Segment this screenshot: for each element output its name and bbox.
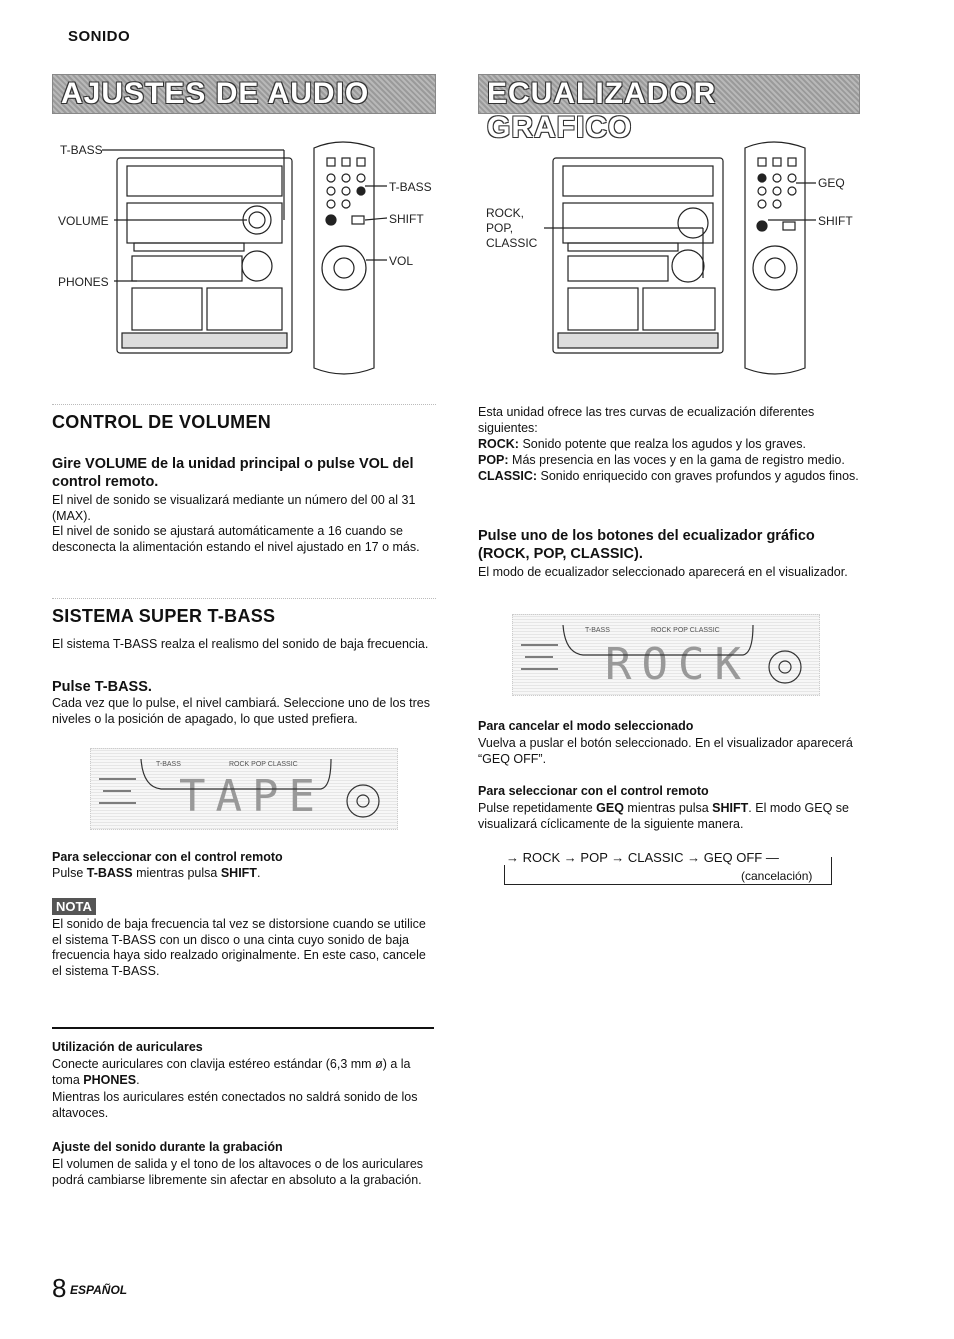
cycle-flow: → ROCK → POP → CLASSIC → GEQ OFF — xyxy=(506,850,779,865)
nota-text: El sonido de baja frecuencia tal vez se distorsione cuando se utilice el sistema T-BASS con un disco o una cinta cuyo sonido de baja frecuencia haya sido realzado originalmente. En este caso, cancele el sistema T-BASS. xyxy=(52,917,426,978)
recording-text: El volumen de salida y el tono de los altavoces o de los auriculares podrá cambiarse libremente sin afectar en absoluto a la grabación. xyxy=(52,1157,424,1187)
banner-eq: ECUALIZADOR GRAFICO xyxy=(478,74,860,114)
phones-text-1: Conecte auriculares con clavija estéreo estándar (6,3 mm ø) a la toma PHONES. xyxy=(52,1057,411,1087)
page-language: ESPAÑOL xyxy=(70,1283,128,1297)
cycle-geq-off: GEQ OFF xyxy=(703,850,763,865)
lcd-text: ROCK xyxy=(605,639,751,690)
page-number: 8 xyxy=(52,1273,67,1303)
cycle-classic: CLASSIC xyxy=(627,850,684,865)
tbass-heading: SISTEMA SUPER T-BASS xyxy=(52,606,276,626)
audio-controls-figure xyxy=(52,128,442,384)
lcd-tbass-indicator: T-BASS xyxy=(156,761,181,768)
cycle-rock: ROCK xyxy=(522,850,561,865)
label-volume: VOLUME xyxy=(58,214,109,228)
label-shift: SHIFT xyxy=(389,212,424,226)
label-vol: VOL xyxy=(389,254,414,268)
section-rule xyxy=(52,1027,434,1029)
recording-heading: Ajuste del sonido durante la grabación xyxy=(52,1140,283,1154)
banner-audio: AJUSTES DE AUDIO xyxy=(52,74,436,114)
lcd-decoration xyxy=(513,615,821,697)
lcd-tbass-indicator: T-BASS xyxy=(585,627,610,634)
volume-subheading: Gire VOLUME de la unidad principal o pulse VOL del control remoto. xyxy=(52,456,414,490)
label-tbass-unit: T-BASS xyxy=(60,143,103,157)
eq-controls-figure xyxy=(478,128,868,384)
volume-text-2: El nivel de sonido se ajustará automáticamente a 16 cuando se desconecta la alimentación estando el nivel ajustado en 17 o más. xyxy=(52,524,420,554)
cycle-note: (cancelación) xyxy=(741,869,813,883)
tbass-text-1: El sistema T-BASS realza el realismo del sonido de baja frecuencia. xyxy=(52,637,429,651)
eq-subheading: Pulse uno de los botones del ecualizador gráfico (ROCK, POP, CLASSIC). xyxy=(478,528,815,562)
remote-text-right: Pulse repetidamente GEQ mientras pulsa SHIFT. El modo GEQ se visualizará cíclicamente de la siguiente manera. xyxy=(478,801,850,831)
lcd-text: TAPE xyxy=(179,771,325,822)
dotted-divider xyxy=(52,404,436,406)
tbass-subheading: Pulse T-BASS. xyxy=(52,679,152,695)
lcd-modes-indicator: ROCK POP CLASSIC xyxy=(229,761,298,768)
label-geq: GEQ xyxy=(818,176,845,190)
eq-text: El modo de ecualizador seleccionado aparecerá en el visualizador. xyxy=(478,565,848,579)
label-shift-right: SHIFT xyxy=(818,214,853,228)
remote-heading-right: Para seleccionar con el control remoto xyxy=(478,784,709,798)
dotted-divider xyxy=(52,598,436,600)
nota-badge: NOTA xyxy=(52,898,96,915)
cycle-pop: POP xyxy=(580,850,608,865)
eq-rock: ROCK: Sonido potente que realza los agudos y los graves. xyxy=(478,437,806,451)
label-eq-modes: ROCK, POP, CLASSIC xyxy=(486,206,538,250)
eq-classic: CLASSIC: Sonido enriquecido con graves profundos y agudos finos. xyxy=(478,469,859,483)
label-tbass-remote: T-BASS xyxy=(389,180,432,194)
tbass-text-2: Cada vez que lo pulse, el nivel cambiará. Seleccione uno de los tres niveles o la posición de apagado, lo que usted prefiera. xyxy=(52,696,430,726)
phones-text-2: Mientras los auriculares estén conectados no saldrá sonido de los altavoces. xyxy=(52,1090,418,1120)
cancel-heading: Para cancelar el modo seleccionado xyxy=(478,719,694,733)
eq-intro: Esta unidad ofrece las tres curvas de ecualización diferentes siguientes: xyxy=(478,405,815,435)
phones-heading: Utilización de auriculares xyxy=(52,1040,203,1054)
volume-text-1: El nivel de sonido se visualizará mediante un número del 00 al 31 (MAX). xyxy=(52,493,416,523)
display-tape xyxy=(90,748,398,830)
cancel-text: Vuelva a puslar el botón seleccionado. En el visualizador aparecerá “GEQ OFF”. xyxy=(478,736,853,766)
volume-heading: CONTROL DE VOLUMEN xyxy=(52,412,272,432)
section-header: SONIDO xyxy=(68,28,131,45)
remote-text-left: Pulse T-BASS mientras pulsa SHIFT. xyxy=(52,866,261,880)
lcd-decoration xyxy=(91,749,399,831)
remote-heading-left: Para seleccionar con el control remoto xyxy=(52,850,283,864)
eq-pop: POP: Más presencia en las voces y en la gama de registro medio. xyxy=(478,453,845,467)
display-rock xyxy=(512,614,820,696)
lcd-modes-indicator: ROCK POP CLASSIC xyxy=(651,627,720,634)
label-phones: PHONES xyxy=(58,275,109,289)
